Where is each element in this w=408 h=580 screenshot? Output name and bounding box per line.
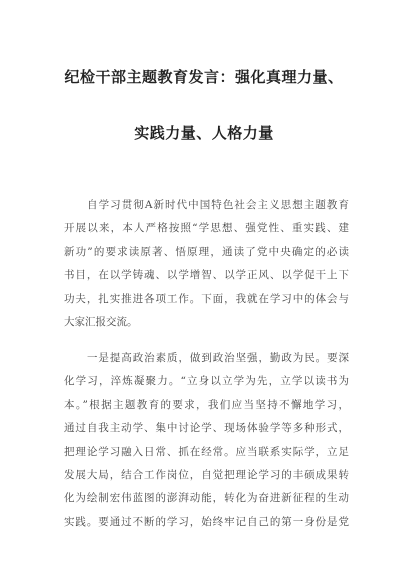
paragraph-line: 书目，在以学铸魂、以学增智、以学正风、以学促干上下 xyxy=(64,269,349,282)
paragraph-line: 通过自我主动学、集中讨论学、现场体验学等多种形式， xyxy=(64,422,349,435)
paragraph-line: 把理论学习融入日常、抓在经常。应当联系实际学，立足 xyxy=(64,445,349,458)
paragraph-line: 自学习贯彻A新时代中国特色社会主义思想主题教育 xyxy=(87,199,349,211)
document-title-line-2: 实践力量、人格力量 xyxy=(134,124,274,142)
paragraph-line: 发展大局，结合工作岗位，自觉把理论学习的丰硕成果转 xyxy=(64,468,349,481)
paragraph-line: 本。”根据主题教育的要求，我们应当坚持不懈地学习， xyxy=(64,398,349,411)
paragraph-line: 一是提高政治素质，做到政治坚强，勤政为民。要深 xyxy=(87,352,349,364)
paragraph-line: 化学习，淬炼凝聚力。“立身以立学为先，立学以读书为 xyxy=(64,375,349,388)
paragraph-line: 功夫，扎实推进各项工作。下面，我就在学习中的体会与 xyxy=(64,292,349,305)
paragraph-line: 大家汇报交流。 xyxy=(64,315,138,328)
paragraph-line: 化为绘制宏伟蓝图的澎湃动能，转化为奋进新征程的生动 xyxy=(64,492,349,505)
paragraph-2 xyxy=(64,347,349,534)
paragraph-line: 新功”的要求读原著、悟原理，通读了党中央确定的必读 xyxy=(64,245,349,258)
paragraph-1 xyxy=(64,194,349,334)
document-title-line-1: 纪检干部主题教育发言：强化真理力量、 xyxy=(64,68,344,86)
paragraph-line: 实践。要通过不断的学习，始终牢记自己的第一身份是党 xyxy=(64,515,349,528)
paragraph-line: 开展以来，本人严格按照“学思想、强党性、重实践、建 xyxy=(64,222,349,235)
